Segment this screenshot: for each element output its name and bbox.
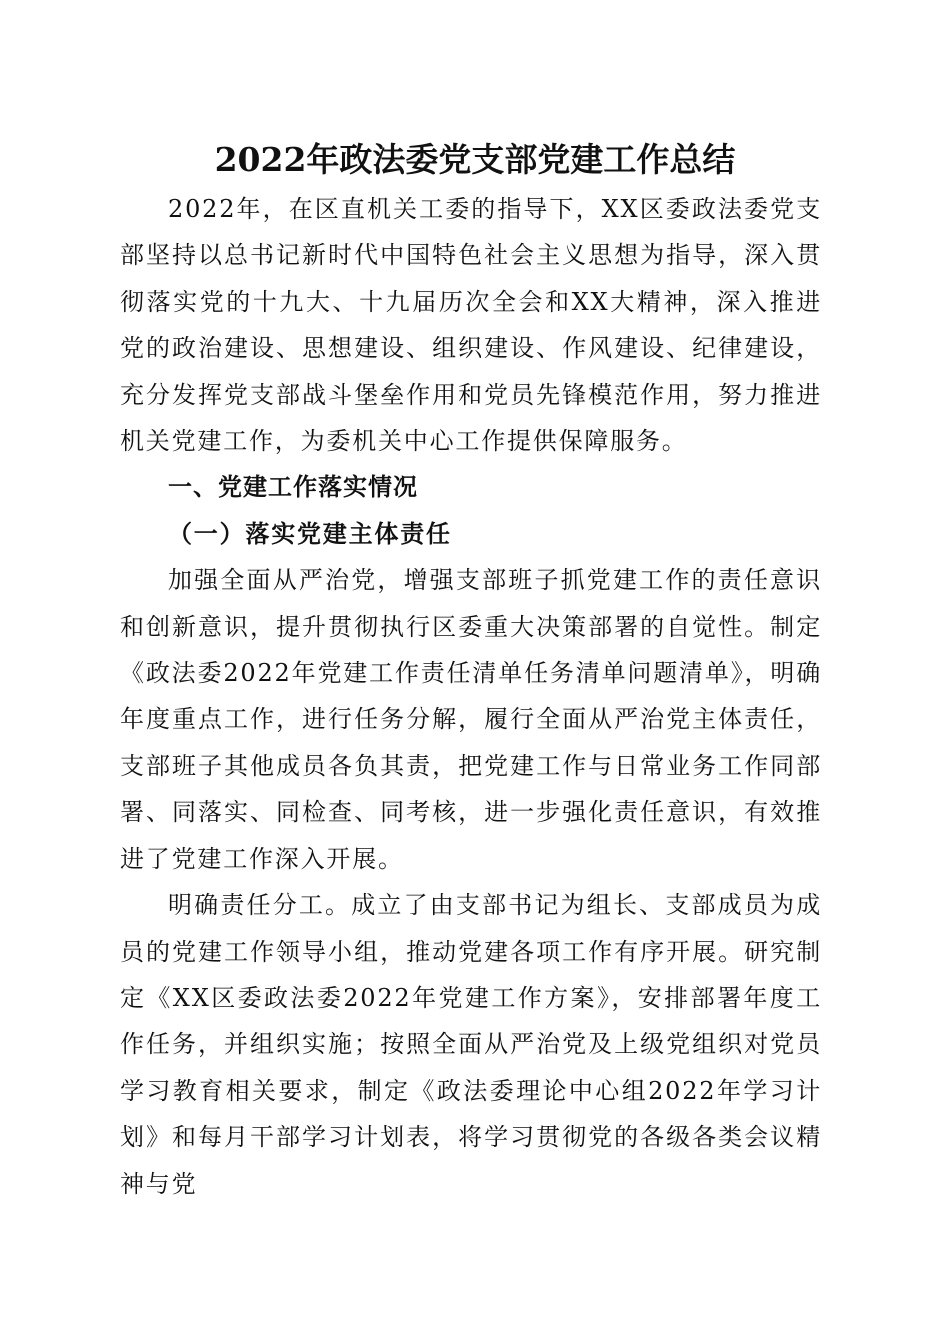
section-heading-1: 一、党建工作落实情况	[168, 473, 418, 502]
document-body	[120, 186, 822, 1207]
body-paragraph-2: 明确责任分工。成立了由支部书记为组长、支部成员为成员的党建工作领导小组，推动党建各项工作有序开展。研究制定《XX区委政法委2022年党建工作方案》，安排部署年度工作任务，并组织实施；按照全面从严治党及上级党组织对党员学习教育相关要求，制定《政法委理论中心组2022年学习计划》和每月干部学习计划表，将学习贯彻党的各级各类会议精神与党	[120, 891, 822, 1198]
intro-paragraph: 2022年，在区直机关工委的指导下，XX区委政法委党支部坚持以总书记新时代中国特色社会主义思想为指导，深入贯彻落实党的十九大、十九届历次全会和XX大精神，深入推进党的政治建设、思想建设、组织建设、作风建设、纪律建设，充分发挥党支部战斗堡垒作用和党员先锋模范作用，努力推进机关党建工作，为委机关中心工作提供保障服务。	[120, 195, 822, 456]
body-paragraph-1: 加强全面从严治党，增强支部班子抓党建工作的责任意识和创新意识，提升贯彻执行区委重大决策部署的自觉性。制定《政法委2022年党建工作责任清单任务清单问题清单》，明确年度重点工作，进行任务分解，履行全面从严治党主体责任，支部班子其他成员各负其责，把党建工作与日常业务工作同部署、同落实、同检查、同考核，进一步强化责任意识，有效推进了党建工作深入开展。	[120, 566, 822, 873]
document-title: 2022年政法委党支部党建工作总结	[214, 140, 736, 179]
subsection-heading-1: （一）落实党建主体责任	[168, 518, 452, 548]
